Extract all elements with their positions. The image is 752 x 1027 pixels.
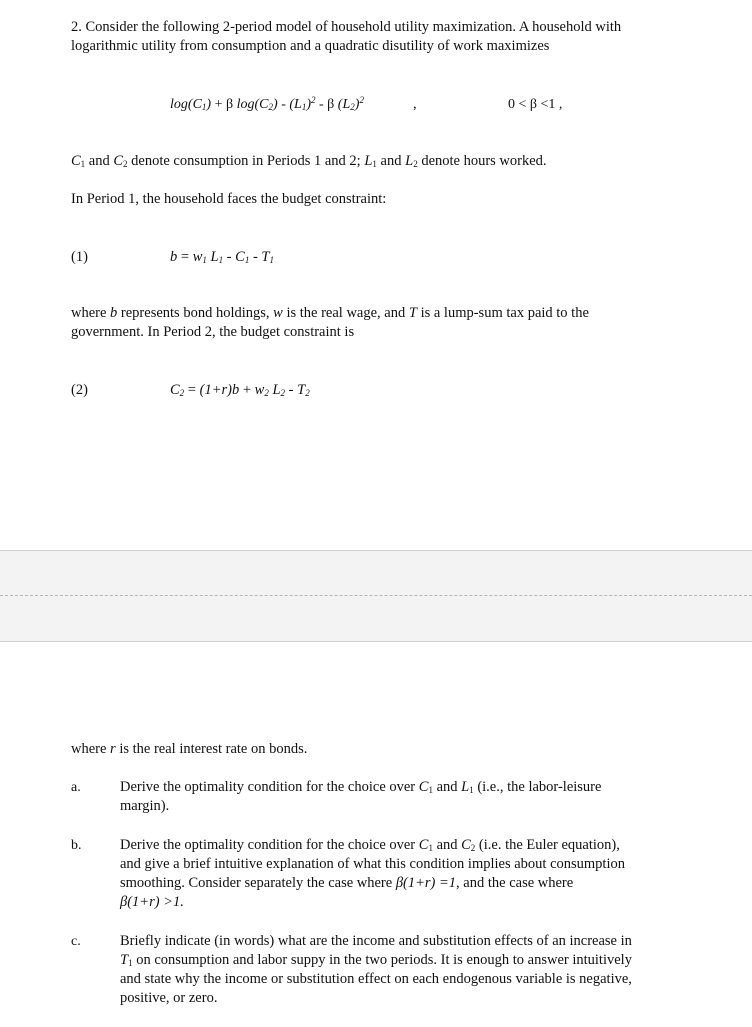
equation-1: $b = w_1$ $L_1 - C_1 - T_1$ [170, 249, 274, 265]
objective-function: $\log(C_1) + \beta$ $\log(C_2) - (L_1)^2$ - β $(L_2)^2$ [170, 95, 364, 112]
item-a-label: a. [71, 780, 81, 795]
period-2-intro: government. In Period 2, the budget constraint is [71, 324, 355, 340]
equation-1-label: (1) [71, 249, 88, 265]
variable-definitions: $C_1$ and $C_2$ denote consumption in Periods 1 and 2; $L_1$ and $L_2$ denote hours worked. [71, 153, 547, 169]
where-bond-wage-tax: where b represents bond holdings, w is the real wage, and T is a lump-sum tax paid to the [71, 305, 589, 321]
page-break-band [0, 550, 752, 642]
item-c-label: c. [71, 934, 81, 949]
budget-intro: In Period 1, the household faces the budget constraint: [71, 191, 387, 207]
item-b-label: b. [71, 838, 82, 853]
objective-comma: , [413, 96, 417, 112]
item-b-text: Derive the optimality condition for the choice over $C_1$ and $C_2$ (i.e. the Euler equation), and give a brief intuitive explanation of what this condition implies about consumption smoothing. Consider separately the case where β(1+r) =1, and the case where β(1+r) >1. [120, 837, 625, 910]
where-interest-rate: where r is the real interest rate on bonds. [71, 741, 308, 757]
item-c-text: Briefly indicate (in words) what are the income and substitution effects of an increase in $T_1$ on consumption and labor suppy in the two periods. It is enough to answer intuitively and state why the income or substitution effect on each endogenous variable is negative, positive, or zero. [120, 933, 632, 1006]
item-a-text: Derive the optimality condition for the choice over $C_1$ and $L_1$ (i.e., the labor-leisure margin). [120, 779, 602, 814]
intro-line-1: 2. Consider the following 2-period model of household utility maximization. A household with [71, 19, 622, 35]
equation-2: $C_2 = (1+r)b + w_2$ $L_2 - T_2$ [170, 382, 310, 398]
intro-line-2: logarithmic utility from consumption and a quadratic disutility of work maximizes [71, 38, 550, 54]
beta-constraint: 0 < β <1 , [508, 97, 563, 112]
equation-2-label: (2) [71, 382, 88, 398]
page-break-divider [0, 595, 752, 596]
